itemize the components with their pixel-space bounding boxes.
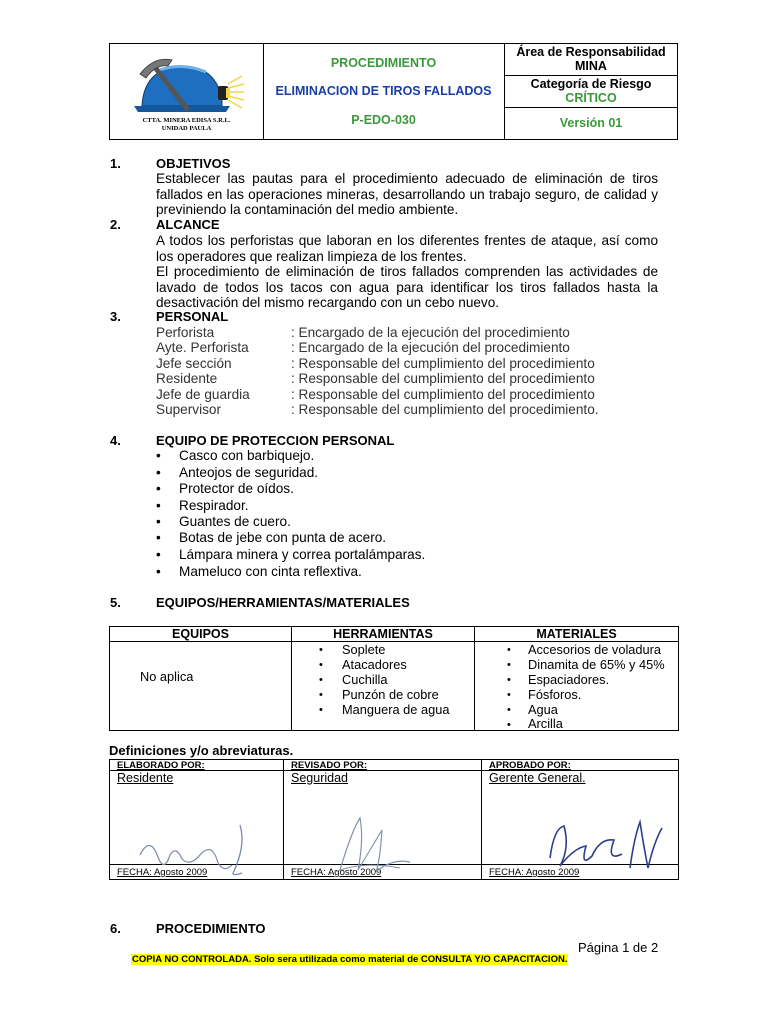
section-title: PROCEDIMIENTO	[156, 921, 266, 936]
doc-title: ELIMINACION DE TIROS FALLADOS	[275, 84, 492, 98]
list-item-text: Protector de oídos.	[179, 481, 294, 496]
info-cell	[505, 44, 677, 139]
revisado-date: FECHA: Agosto 2009	[291, 867, 382, 878]
role-desc: : Responsable del cumplimiento del procedimiento.	[291, 402, 599, 417]
area-label: Área de Responsabilidad	[516, 45, 666, 59]
bullet-icon: •	[156, 465, 161, 480]
column-header: HERRAMIENTAS	[333, 627, 433, 641]
bullet-icon: •	[319, 674, 323, 686]
role-desc: : Encargado de la ejecución del procedimiento	[291, 325, 570, 340]
material-item: Accesorios de voladura	[528, 642, 662, 657]
revisado-label: REVISADO POR:	[291, 760, 368, 771]
list-item-text: Anteojos de seguridad.	[179, 465, 319, 480]
role-name: Ayte. Perforista	[156, 340, 249, 355]
logo-cell	[110, 44, 264, 139]
doc-code: P-EDO-030	[351, 113, 416, 127]
bullet-icon: •	[507, 659, 511, 671]
bullet-icon: •	[156, 514, 161, 529]
unit-name: UNIDAD PAULA	[161, 125, 212, 132]
role-name: Jefe sección	[156, 356, 232, 371]
bullet-icon: •	[319, 704, 323, 716]
section-number: 6.	[110, 921, 121, 936]
role-desc: : Encargado de la ejecución del procedimiento	[291, 340, 570, 355]
role-name: Residente	[156, 371, 218, 386]
role-desc: : Responsable del cumplimiento del procedimiento	[291, 371, 595, 386]
section-number: 4.	[110, 433, 121, 448]
elaborado-date: FECHA: Agosto 2009	[117, 867, 208, 878]
column-header: EQUIPOS	[172, 627, 229, 641]
elaborado-label: ELABORADO POR:	[117, 760, 205, 771]
material-item: Arcilla	[528, 716, 563, 731]
role-desc: : Responsable del cumplimiento del procedimiento	[291, 387, 595, 402]
tool-item: Punzón de cobre	[342, 687, 439, 702]
bullet-icon: •	[156, 448, 161, 463]
risk-label: Categoría de Riesgo	[530, 77, 652, 91]
bullet-icon: •	[319, 689, 323, 701]
aprobado-date: FECHA: Agosto 2009	[489, 867, 580, 878]
section-title: EQUIPO DE PROTECCION PERSONAL	[156, 433, 395, 448]
bullet-icon: •	[156, 498, 161, 513]
version-box	[505, 108, 677, 139]
list-item-text: Mameluco con cinta reflextiva.	[179, 564, 362, 579]
page-number: Página 1 de 2	[578, 940, 659, 955]
role-name: Perforista	[156, 325, 215, 340]
bullet-icon: •	[507, 644, 511, 656]
area-value: MINA	[575, 59, 607, 73]
section-title: EQUIPOS/HERRAMIENTAS/MATERIALES	[156, 595, 410, 610]
title-cell	[263, 44, 505, 139]
equipment-table	[109, 626, 679, 731]
tool-item: Manguera de agua	[342, 702, 450, 717]
company-logo	[110, 46, 263, 126]
copy-notice: COPIA NO CONTROLADA. Solo sera utilizada como material de CONSULTA Y/O CAPACITACION.	[132, 954, 568, 965]
section-paragraph: A todos los perforistas que laboran en los diferentes frentes de ataque, así como los operadores que realizan limpieza de los frentes.	[156, 233, 658, 264]
section-title: ALCANCE	[156, 217, 220, 232]
aprobado-name: Gerente General.	[489, 771, 586, 785]
material-item: Dinamita de 65% y 45%	[528, 657, 665, 672]
equipos-value: No aplica	[140, 669, 194, 684]
version: Versión 01	[559, 116, 623, 130]
section-number: 5.	[110, 595, 121, 610]
signatures-table	[109, 759, 679, 880]
tool-item: Cuchilla	[342, 672, 388, 687]
aprobado-label: APROBADO POR:	[489, 760, 571, 771]
material-item: Espaciadores.	[528, 672, 610, 687]
column-header: MATERIALES	[536, 627, 617, 641]
bullet-icon: •	[156, 547, 161, 562]
bullet-icon: •	[507, 689, 511, 701]
elaborado-name: Residente	[117, 771, 174, 785]
section-number: 3.	[110, 309, 121, 324]
revisado-name: Seguridad	[291, 771, 348, 785]
bullet-icon: •	[319, 644, 323, 656]
section-number: 2.	[110, 217, 121, 232]
section-paragraph: Establecer las pautas para el procedimiento adecuado de eliminación de tiros fallados en las operaciones mineras, desarrollando un trabajo seguro, de calidad y previniendo la contaminación del medio ambiente.	[156, 171, 658, 217]
signature-elaborado	[120, 815, 270, 880]
list-item-text: Lámpara minera y correa portalámparas.	[179, 547, 426, 562]
bullet-icon: •	[156, 481, 161, 496]
list-item-text: Botas de jebe con punta de acero.	[179, 530, 387, 545]
section-title: OBJETIVOS	[156, 156, 231, 171]
bullet-icon: •	[507, 674, 511, 686]
signature-aprobado	[530, 808, 678, 880]
section-title: PERSONAL	[156, 309, 229, 324]
role-name: Jefe de guardia	[156, 387, 250, 402]
doc-type: PROCEDIMIENTO	[330, 56, 437, 70]
company-name: CTTA. MINERA EDISA S.R.L.	[142, 117, 231, 124]
tool-item: Soplete	[342, 642, 386, 657]
list-item-text: Casco con barbiquejo.	[179, 448, 315, 463]
definitions-heading: Definiciones y/o abreviaturas.	[109, 743, 294, 758]
bullet-icon: •	[156, 564, 161, 579]
role-desc: : Responsable del cumplimiento del procedimiento	[291, 356, 595, 371]
role-name: Supervisor	[156, 402, 221, 417]
material-item: Agua	[528, 702, 558, 717]
bullet-icon: •	[507, 704, 511, 716]
bullet-icon: •	[156, 530, 161, 545]
bullet-icon: •	[319, 659, 323, 671]
risk-box	[505, 76, 677, 108]
signature-revisado	[300, 810, 450, 880]
material-item: Fósforos.	[528, 687, 582, 702]
risk-value: CRÍTICO	[565, 91, 617, 105]
area-box	[505, 44, 677, 76]
tool-item: Atacadores	[342, 657, 407, 672]
bullet-icon: •	[507, 719, 511, 731]
list-item-text: Respirador.	[179, 498, 249, 513]
section-number: 1.	[110, 156, 121, 171]
document-header	[109, 43, 678, 140]
section-paragraph: El procedimiento de eliminación de tiros fallados comprenden las actividades de lavado de todos los tacos con agua para identificar los tiros fallados hasta la desactivación del mismo recargando con un cebo nuevo.	[156, 264, 658, 310]
list-item-text: Guantes de cuero.	[179, 514, 291, 529]
